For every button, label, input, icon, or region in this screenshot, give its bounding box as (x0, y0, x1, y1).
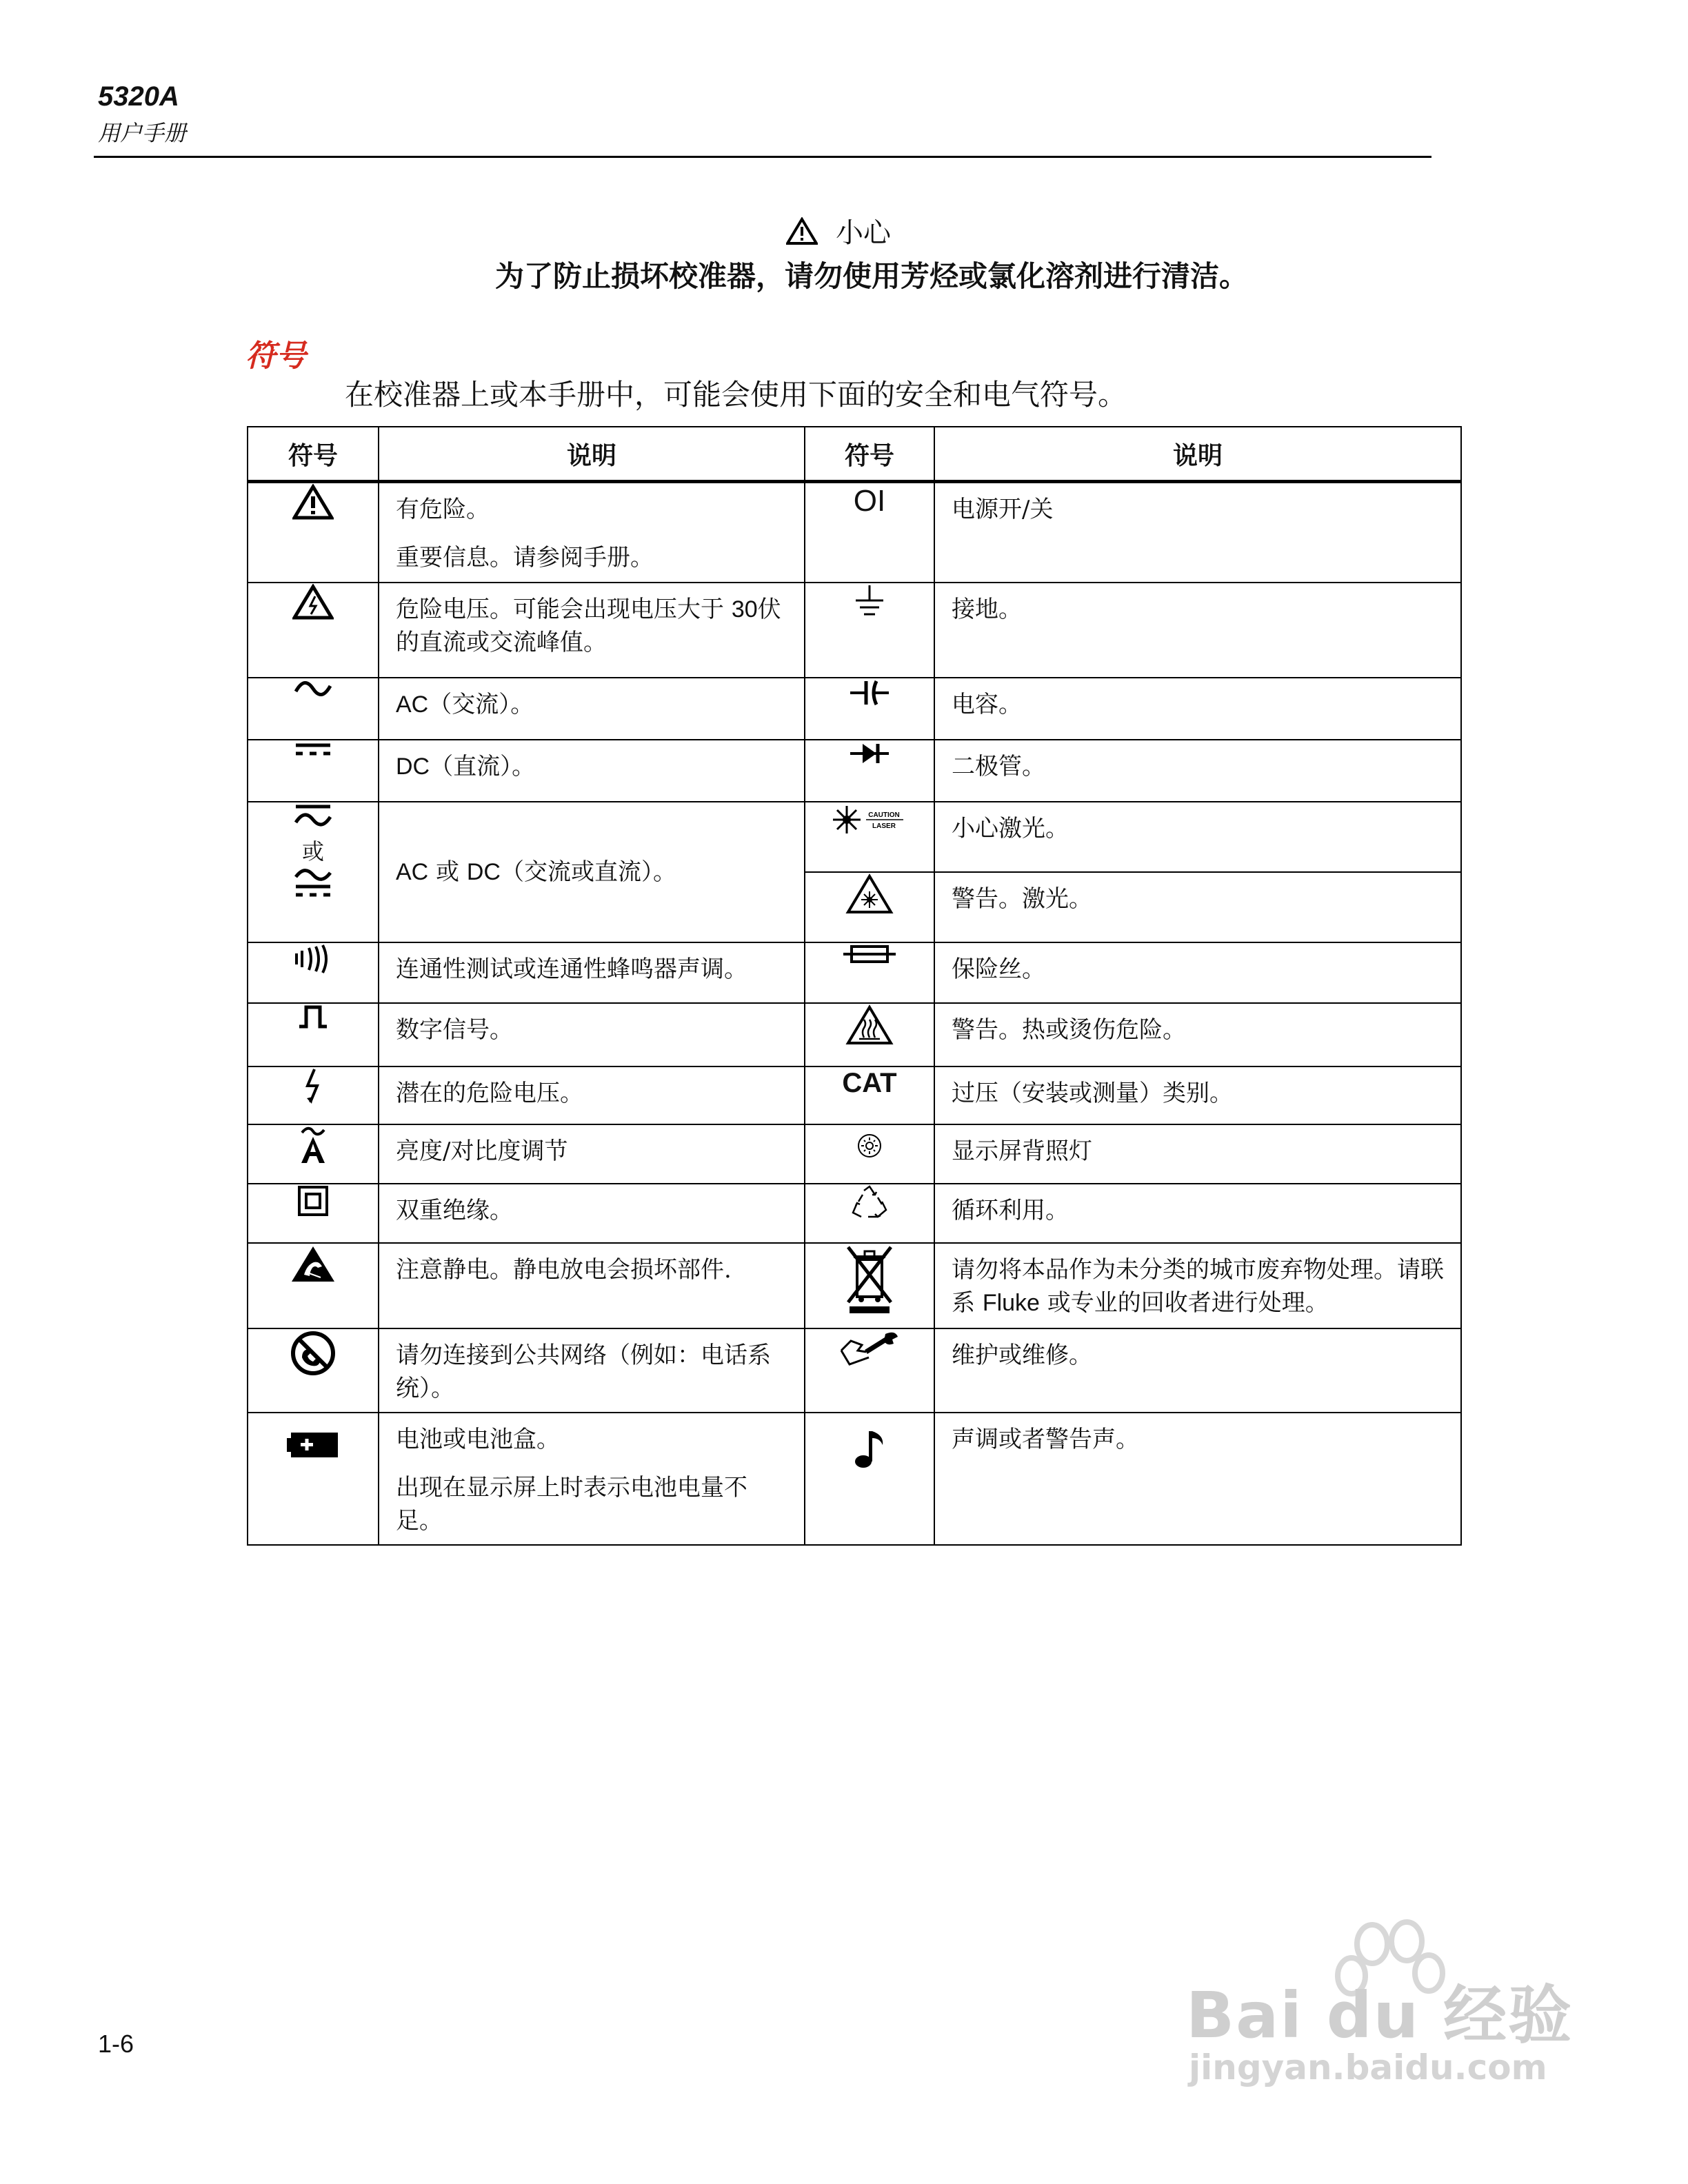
table-row (248, 583, 1461, 678)
symbol-cell (805, 942, 934, 1003)
symbol-cell (248, 1003, 379, 1066)
watermark-brand: Bai du 经验 (1186, 1979, 1574, 2052)
desc-line: 循环利用。 (952, 1196, 1069, 1224)
symbol-cell (805, 678, 934, 740)
desc-cell (379, 1243, 805, 1328)
header-desc-left: 说明 (379, 427, 805, 482)
desc-line: 注意静电。静电放电会损坏部件. (396, 1255, 732, 1284)
symbol-cell (805, 1243, 934, 1328)
symbol-cell (805, 802, 934, 872)
watermark-url: jingyan.baidu.com (1189, 2048, 1547, 2087)
table-row (248, 1003, 1461, 1066)
caution-laser-icon (832, 803, 907, 836)
desc-cell (379, 740, 805, 802)
table-row (248, 1243, 1461, 1328)
desc-line: 小心激光。 (952, 814, 1069, 842)
desc-cell (379, 1066, 805, 1124)
desc-cell (934, 1066, 1461, 1124)
table-row (248, 482, 1461, 583)
table-row (248, 678, 1461, 740)
desc-cell (934, 1413, 1461, 1545)
continuity-beeper-icon (292, 944, 334, 974)
caution-heading (786, 211, 891, 250)
desc-line: 亮度/对比度调节 (396, 1137, 568, 1165)
desc-line: 维护或维修。 (952, 1341, 1092, 1369)
symbol-cell (248, 1124, 379, 1184)
desc-line: 声调或者警告声。 (952, 1425, 1139, 1453)
table-header-row (248, 427, 1461, 482)
symbol-cell (248, 1413, 379, 1545)
music-note-icon (852, 1428, 887, 1470)
high-voltage-triangle-icon (292, 584, 334, 620)
desc-line: 接地。 (952, 595, 1022, 623)
desc-cell (934, 1328, 1461, 1413)
digital-signal-icon (298, 1004, 328, 1029)
desc-line: 连通性测试或连通性蜂鸣器声调。 (396, 955, 747, 983)
symbol-cell (248, 1066, 379, 1124)
desc-cell (934, 678, 1461, 740)
desc-line: 二极管。 (952, 752, 1045, 780)
desc-cell (379, 942, 805, 1003)
desc-cell (934, 1243, 1461, 1328)
double-insulation-icon (297, 1185, 329, 1217)
desc-line: 危险电压。可能会出现电压大于 30伏的直流或交流峰值。 (396, 595, 781, 656)
fuse-icon (842, 944, 897, 964)
symbol-cell (248, 802, 379, 942)
laser-warning-icon (845, 873, 894, 915)
symbol-cell (248, 1243, 379, 1328)
desc-cell (379, 1413, 805, 1545)
weee-crossed-bin-icon (845, 1244, 894, 1316)
ac-dc-icon (294, 803, 332, 828)
desc-line: 出现在显示屏上时表示电池电量不足。 (396, 1473, 747, 1535)
desc-cell (379, 802, 805, 942)
symbol-cell (805, 1066, 934, 1124)
dc-icon (294, 741, 332, 758)
desc-line: 双重绝缘。 (396, 1196, 513, 1224)
manual-subtitle: 用户手册 (98, 120, 187, 146)
symbol-cell (248, 740, 379, 802)
symbol-cell (248, 942, 379, 1003)
page-number: 1-6 (98, 2030, 134, 2058)
desc-line: 数字信号。 (396, 1015, 513, 1044)
desc-line: 电池或电池盒。 (396, 1425, 560, 1453)
desc-cell (379, 678, 805, 740)
desc-line: 警告。热或烫伤危险。 (952, 1015, 1186, 1044)
or-label: 或 (301, 838, 324, 864)
warning-triangle-icon (292, 484, 334, 520)
desc-cell (934, 740, 1461, 802)
desc-cell (934, 872, 1461, 942)
symbol-cell (805, 740, 934, 802)
symbol-cell (248, 482, 379, 583)
desc-cell (934, 942, 1461, 1003)
symbol-cell (805, 583, 934, 678)
power-on-off-icon: OI (853, 484, 886, 518)
symbol-cell (805, 1328, 934, 1413)
desc-cell (934, 482, 1461, 583)
battery-icon (287, 1431, 339, 1459)
desc-line: 重要信息。请参阅手册。 (396, 544, 654, 572)
table-row (248, 1184, 1461, 1243)
table-row (248, 1124, 1461, 1184)
ac-dc-alt-icon (294, 869, 332, 899)
desc-cell (379, 583, 805, 678)
desc-line: 请勿连接到公共网络（例如：电话系统）。 (396, 1341, 771, 1402)
table-row (248, 942, 1461, 1003)
symbol-cell (248, 1328, 379, 1413)
recycle-icon (850, 1185, 889, 1221)
symbol-cell (805, 872, 934, 942)
capacitor-icon (849, 679, 890, 707)
ground-icon (854, 584, 885, 620)
table-row (248, 740, 1461, 802)
symbol-cell (248, 583, 379, 678)
brightness-contrast-icon (299, 1126, 327, 1164)
symbol-cell (805, 1124, 934, 1184)
table-row (248, 1066, 1461, 1124)
section-title: 符号 (245, 338, 306, 374)
desc-cell (379, 1003, 805, 1066)
table-row (248, 802, 1461, 872)
desc-cell (934, 802, 1461, 872)
desc-line: 请勿将本品作为未分类的城市废弃物处理。请联系 Fluke 或专业的回收者进行处理。 (952, 1255, 1444, 1317)
caution-text: 为了防止损坏校准器，请勿使用芳烃或氯化溶剂进行清洁。 (494, 261, 1248, 293)
desc-cell (379, 1124, 805, 1184)
warning-triangle-icon (786, 217, 818, 245)
symbol-cell (805, 482, 934, 583)
symbol-cell (248, 678, 379, 740)
lightning-bolt-icon (303, 1068, 323, 1105)
no-public-network-icon (290, 1330, 336, 1377)
hot-surface-warning-icon (845, 1004, 894, 1046)
desc-line: 电源开/关 (952, 496, 1054, 523)
header-symbol-right: 符号 (805, 427, 934, 482)
symbol-cell (805, 1184, 934, 1243)
desc-line: AC（交流）。 (396, 690, 534, 718)
desc-line: 显示屏背照灯 (952, 1137, 1092, 1165)
desc-cell (934, 1184, 1461, 1243)
desc-cell (379, 1328, 805, 1413)
desc-cell (934, 583, 1461, 678)
symbol-cell (248, 1184, 379, 1243)
desc-cell (379, 482, 805, 583)
desc-line: 保险丝。 (952, 955, 1045, 983)
manual-model: 5320A (98, 81, 179, 112)
symbol-cell (805, 1413, 934, 1545)
caution-title: 小心 (836, 217, 891, 248)
backlight-icon (856, 1132, 883, 1160)
symbols-table (247, 426, 1462, 1546)
desc-line: 有危险。 (396, 496, 490, 523)
desc-line: 潜在的危险电压。 (396, 1079, 583, 1107)
diode-icon (849, 741, 890, 766)
desc-line: AC 或 DC（交流或直流）。 (396, 858, 676, 886)
ac-icon (294, 679, 332, 698)
desc-cell (379, 1184, 805, 1243)
header-rule (94, 156, 1431, 158)
desc-cell (934, 1124, 1461, 1184)
desc-line: 过压（安装或测量）类别。 (952, 1079, 1233, 1107)
svg-text:CAUTION: CAUTION (868, 811, 900, 819)
desc-line: 电容。 (952, 690, 1022, 718)
desc-line: DC（直流）。 (396, 752, 536, 780)
svg-text:LASER: LASER (872, 822, 896, 830)
table-row (248, 1328, 1461, 1413)
desc-line: 警告。激光。 (952, 884, 1092, 913)
cat-icon: CAT (842, 1067, 897, 1098)
desc-cell (934, 1003, 1461, 1066)
maintenance-wrench-icon (838, 1330, 901, 1368)
header-desc-right: 说明 (934, 427, 1461, 482)
symbol-cell (805, 1003, 934, 1066)
esd-sensitive-icon (290, 1244, 336, 1283)
table-row (248, 1413, 1461, 1545)
section-intro: 在校准器上或本手册中，可能会使用下面的安全和电气符号。 (345, 380, 1127, 412)
header-symbol-left: 符号 (248, 427, 379, 482)
